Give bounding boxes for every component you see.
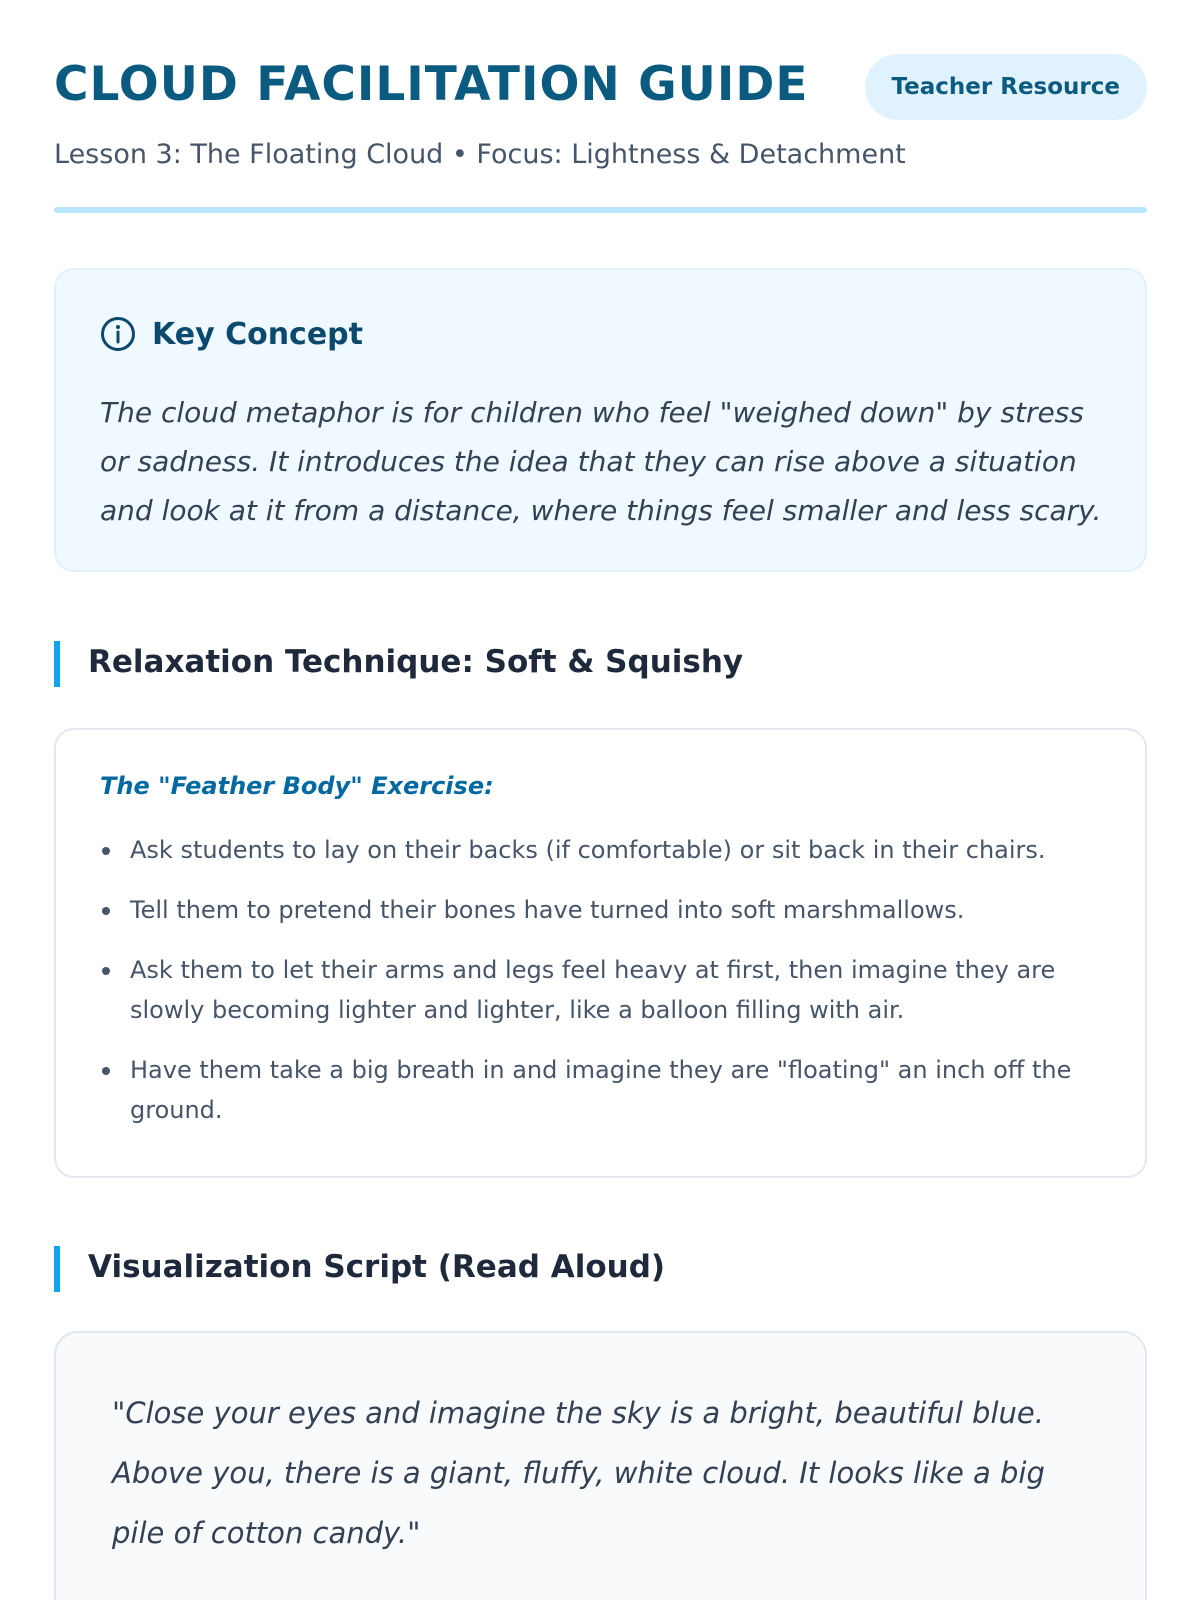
visualization-section-header bbox=[54, 1246, 1147, 1292]
relaxation-section-header bbox=[54, 641, 1147, 687]
exercise-title: The "Feather Body" Exercise: bbox=[100, 772, 494, 800]
exercise-step: Tell them to pretend their bones have turned into soft marshmallows. bbox=[100, 890, 1100, 930]
exercise-step: Ask students to lay on their backs (if comfortable) or sit back in their chairs. bbox=[100, 830, 1100, 870]
page-title: CLOUD FACILITATION GUIDE bbox=[54, 57, 809, 112]
info-icon bbox=[100, 316, 136, 352]
section-accent-bar bbox=[54, 641, 60, 687]
visualization-script-box bbox=[54, 1331, 1147, 1600]
key-concept-header bbox=[100, 316, 363, 352]
exercise-card bbox=[54, 728, 1147, 1178]
key-concept-box bbox=[54, 268, 1147, 572]
header-divider bbox=[54, 207, 1147, 213]
relaxation-heading: Relaxation Technique: Soft & Squishy bbox=[88, 644, 744, 680]
visualization-heading: Visualization Script (Read Aloud) bbox=[88, 1249, 666, 1285]
exercise-step: Have them take a big breath in and imagine they are "floating" an inch off the ground. bbox=[100, 1050, 1100, 1130]
section-accent-bar bbox=[54, 1246, 60, 1292]
teacher-resource-badge: Teacher Resource bbox=[865, 54, 1147, 120]
exercise-steps bbox=[100, 830, 1100, 1150]
visualization-script-text: "Close your eyes and imagine the sky is a bright, beautiful blue. Above you, there is a giant, fluffy, white cloud. It looks like a big pile of cotton candy." bbox=[112, 1396, 1045, 1550]
guide-page bbox=[54, 0, 1147, 1550]
exercise-step: Ask them to let their arms and legs feel heavy at first, then imagine they are slowly becoming lighter and lighter, like a balloon filling with air. bbox=[100, 950, 1100, 1030]
key-concept-text: The cloud metaphor is for children who feel "weighed down" by stress or sadness. It introduces the idea that they can rise above a situation and look at it from a distance, where things feel smaller and less scary. bbox=[100, 396, 1102, 527]
key-concept-title: Key Concept bbox=[152, 316, 363, 352]
page-header bbox=[54, 0, 1147, 215]
lesson-subtitle: Lesson 3: The Floating Cloud • Focus: Lightness & Detachment bbox=[54, 139, 906, 170]
